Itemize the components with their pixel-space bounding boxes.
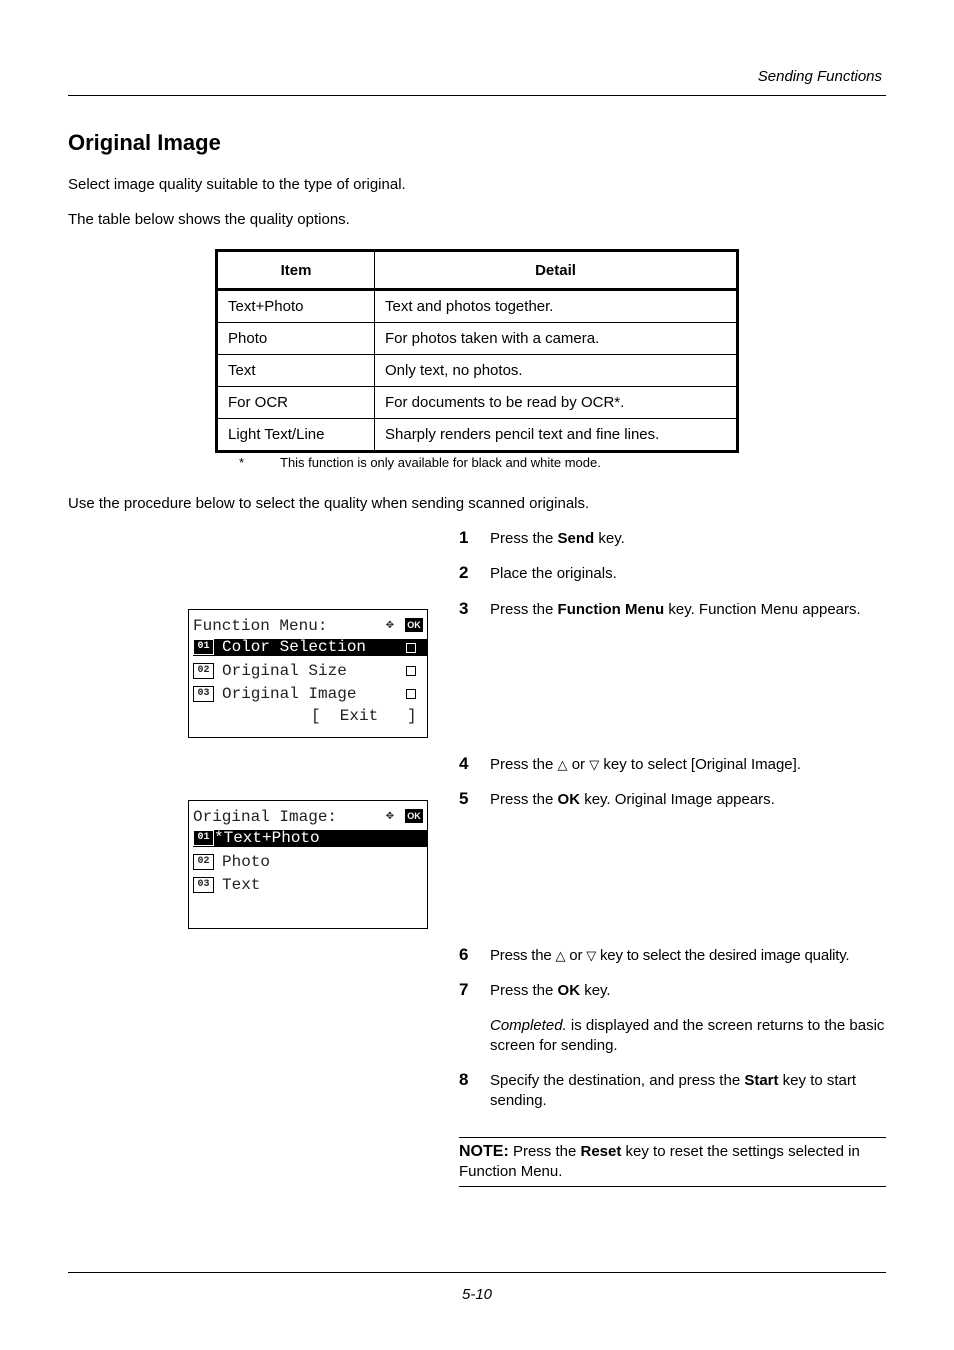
step-2-text: Place the originals.: [490, 565, 617, 582]
item-number-icon: 02: [193, 663, 214, 679]
checkbox-icon: [406, 666, 416, 676]
table-row: [217, 323, 738, 355]
menu-item: 02 Photo: [193, 852, 270, 872]
step-7-text: Press the OK key.: [490, 982, 611, 999]
menu-item: 03 Original Image: [193, 684, 356, 704]
table-row: [217, 387, 738, 419]
screen-title: Function Menu:: [193, 617, 328, 635]
header-rule: [68, 95, 886, 96]
intro-line-2: The table below shows the quality options.: [68, 211, 350, 228]
table-header-row: [217, 251, 738, 290]
item-number-icon: 01: [193, 639, 214, 655]
step-number: 3: [459, 599, 469, 618]
note-bottom-rule: [459, 1186, 886, 1187]
checkbox-icon: [406, 689, 416, 699]
step-4-text: Press the △ or ▽ key to select [Original Image].: [490, 756, 801, 773]
item-number-icon: 02: [193, 854, 214, 870]
screen-title: Original Image:: [193, 808, 338, 826]
quality-options-table: [215, 249, 739, 453]
note-box: NOTE: Press the Reset key to reset the settings selected in Function Menu.: [459, 1143, 860, 1180]
step-6-text: Press the △ or ▽ key to select the desired image quality.: [490, 947, 850, 964]
page-number: 5-10: [461, 1286, 493, 1303]
cell-detail: Only text, no photos.: [375, 355, 738, 387]
step-3-text: Press the Function Menu key. Function Menu appears.: [490, 601, 861, 618]
menu-item: 02 Original Size: [193, 661, 347, 681]
function-menu-screen: [188, 609, 428, 738]
footnote-text: This function is only available for black and white mode.: [280, 455, 601, 470]
page-title: Original Image: [68, 130, 221, 155]
note-top-rule: [459, 1137, 886, 1138]
item-number-icon: 01: [193, 830, 214, 846]
checkbox-icon: [406, 643, 416, 653]
header-item: Item: [217, 251, 375, 290]
cell-item: Text: [217, 355, 375, 387]
menu-item-selected: 01 *Text+Photo: [193, 828, 320, 848]
step-5-text: Press the OK key. Original Image appears.: [490, 791, 775, 808]
original-image-screen: [188, 800, 428, 929]
menu-item: 03 Text: [193, 875, 260, 895]
cell-detail: Sharply renders pencil text and fine lines.: [375, 419, 738, 452]
step-number: 7: [459, 980, 469, 999]
navigation-arrows-icon: ✥: [386, 808, 394, 823]
navigation-arrows-icon: ✥: [386, 617, 394, 632]
table-row: [217, 290, 738, 323]
cell-detail: For documents to be read by OCR*.: [375, 387, 738, 419]
exit-softkey: [ Exit ]: [311, 707, 417, 725]
table-row: [217, 419, 738, 452]
step-1-text: Press the Send key.: [490, 530, 625, 547]
cell-item: For OCR: [217, 387, 375, 419]
cell-item: Light Text/Line: [217, 419, 375, 452]
ok-key-icon: OK: [405, 618, 423, 632]
ok-key-icon: OK: [405, 809, 423, 823]
header-detail: Detail: [375, 251, 738, 290]
step-number: 8: [459, 1070, 469, 1089]
procedure-intro: Use the procedure below to select the quality when sending scanned originals.: [68, 495, 590, 512]
step-number: 1: [459, 528, 469, 547]
running-header: Sending Functions: [757, 68, 882, 85]
cell-detail: Text and photos together.: [385, 298, 554, 315]
cell-detail: For photos taken with a camera.: [375, 323, 738, 355]
cell-item: Photo: [217, 323, 375, 355]
up-arrow-icon: △: [555, 948, 566, 963]
step-7-result: Completed. is displayed and the screen returns to the basic screen for sending.: [490, 1017, 885, 1054]
item-number-icon: 03: [193, 686, 214, 702]
down-arrow-icon: ▽: [586, 948, 597, 963]
step-number: 4: [459, 754, 469, 773]
table-row: [217, 355, 738, 387]
intro-line-1: Select image quality suitable to the type of original.: [68, 176, 406, 193]
footnote-mark: *: [239, 455, 245, 470]
step-number: 5: [459, 789, 469, 808]
item-number-icon: 03: [193, 877, 214, 893]
step-number: 2: [459, 563, 469, 582]
step-number: 6: [459, 945, 469, 964]
step-8-text: Specify the destination, and press the Start key to start sending.: [490, 1072, 857, 1109]
cell-item: Text+Photo: [217, 290, 375, 323]
down-arrow-icon: ▽: [589, 757, 600, 772]
up-arrow-icon: △: [557, 757, 568, 772]
footer-rule: [68, 1272, 886, 1273]
note-label: NOTE:: [459, 1143, 509, 1160]
menu-item-selected: 01 Color Selection: [193, 637, 366, 657]
